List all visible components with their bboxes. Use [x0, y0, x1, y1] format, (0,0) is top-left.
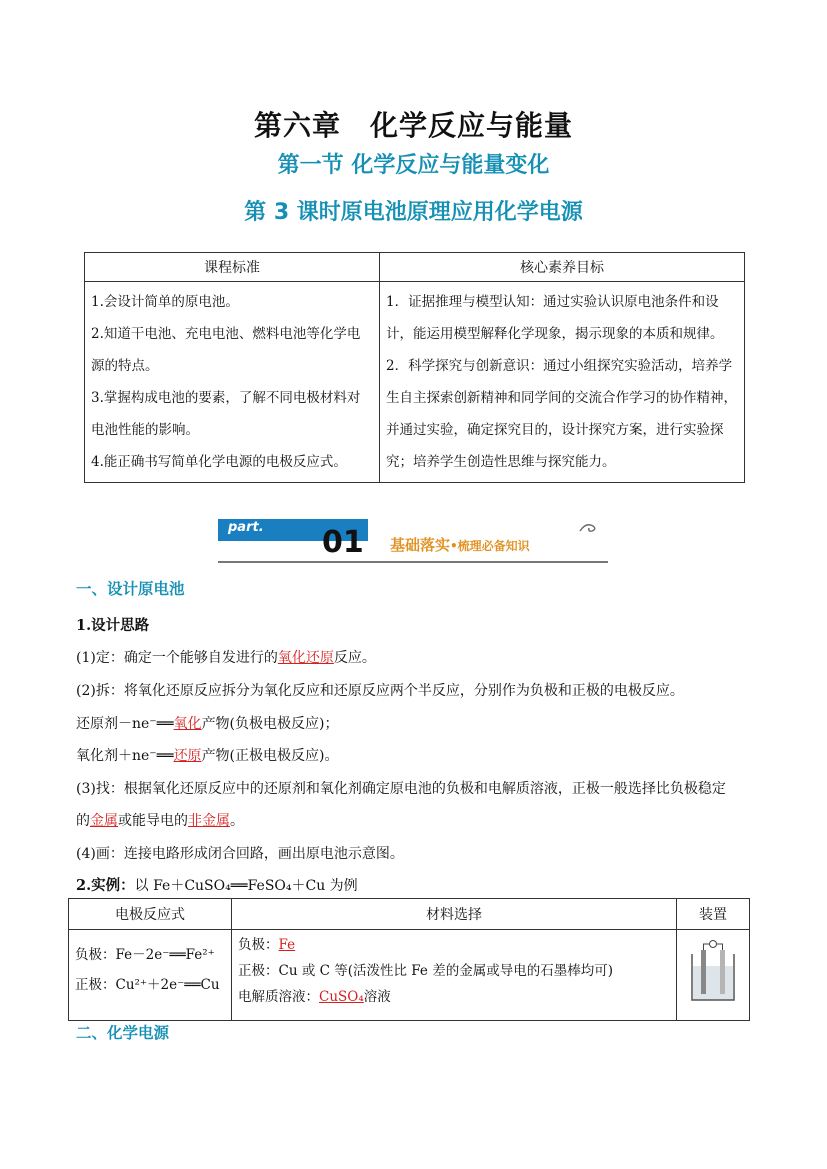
banner-part-label: part.: [228, 520, 264, 535]
core-goal-item: 2．科学探究与创新意识：通过小组探究实验活动，培养学生自主探索创新精神和同学间的交流合作学习的协作精神，并通过实验，确定探究目的，设计探究方案，进行实验探究；培养学生创造性思维与探究能力。: [386, 358, 737, 470]
galvanic-cell-diagram: [688, 938, 738, 1004]
cu-electrode: [720, 950, 725, 994]
part-banner: [218, 517, 608, 567]
banner-subtitle: •梳理必备知识: [450, 539, 530, 553]
lesson-title: 第 3 课时原电池原理应用化学电源: [244, 200, 583, 225]
example-header-device: 装置: [677, 899, 750, 930]
section2-heading: 二、化学电源: [76, 1024, 170, 1042]
answer-redox: 氧化还原: [277, 650, 334, 666]
course-standard-item: 2.知道干电池、充电电池、燃料电池等化学电源的特点。: [91, 326, 361, 374]
mat-neg-label: 负极：: [238, 937, 279, 953]
pos-half-text: 氧化剂＋ne⁻══: [76, 748, 174, 764]
mat-sol-label: 电解质溶液：: [238, 989, 319, 1005]
section1-heading: 一、设计原电池: [76, 580, 185, 598]
material-negative: [238, 932, 670, 958]
core-goal-item: 1．证据推理与模型认知：通过实验认识原电池条件和设计，能运用模型解释化学现象，揭示现象的本质和规律。: [386, 294, 724, 342]
answer-nonmetal: 非金属: [188, 813, 230, 829]
electrode-cell: [69, 930, 232, 1021]
neg-half-end: 产物(负极电极反应)；: [201, 716, 339, 732]
ammeter-icon: [710, 940, 717, 947]
standards-header-core: 核心素养目标: [380, 253, 745, 282]
answer-metal: 金属: [90, 813, 118, 829]
example-table: [68, 898, 750, 1021]
pos-half-end: 产物(正极电极反应)。: [201, 748, 339, 764]
step-split: (2)拆：将氧化还原反应拆分为氧化反应和还原反应两个半反应，分别作为负极和正极的电极反应。: [76, 683, 684, 699]
banner-underline: [218, 561, 608, 563]
device-cell: [677, 930, 750, 1021]
step-define-end: 反应。: [333, 650, 376, 666]
step-draw: (4)画：连接电路形成闭合回路，画出原电池示意图。: [76, 846, 404, 862]
standards-header-course: 课程标准: [85, 253, 380, 282]
step-define: [76, 647, 376, 667]
banner-title-main: 基础落实: [390, 536, 451, 554]
course-standard-item: 4.能正确书写简单化学电源的电极反应式。: [91, 454, 347, 470]
swirl-icon: [578, 521, 600, 535]
fe-electrode: [701, 950, 706, 994]
step-find: (3)找：根据氧化还原反应中的还原剂和氧化剂确定原电池的负极和电解质溶液，正极一般选择比负极稳定: [76, 781, 726, 797]
positive-half-reaction: [76, 745, 339, 765]
step-define-text: (1)定：确定一个能够自发进行的: [76, 650, 278, 666]
example-heading: [76, 874, 358, 895]
step-find-cont: [76, 810, 244, 830]
section1-subheading: 1.设计思路: [76, 617, 150, 634]
answer-reduction: 还原: [173, 748, 202, 764]
banner-title: [390, 534, 530, 555]
material-cell: [232, 930, 677, 1021]
electrolyte-solution: [693, 966, 733, 1000]
negative-electrode-eq: 负极：Fe－2e⁻══Fe²⁺: [75, 947, 215, 963]
positive-electrode-eq: 正极：Cu²⁺＋2e⁻══Cu: [75, 977, 220, 993]
answer-oxidation: 氧化: [173, 716, 202, 732]
course-standard-item: 3.掌握构成电池的要素，了解不同电极材料对电池性能的影响。: [91, 390, 361, 438]
find-cont-mid: 或能导电的: [118, 813, 188, 829]
course-standard-item: 1.会设计简单的原电池。: [91, 294, 239, 310]
material-electrolyte: [238, 984, 670, 1010]
course-standards-cell: [85, 282, 380, 483]
answer-fe: Fe: [278, 937, 296, 953]
answer-cuso4: CuSO₄: [319, 989, 364, 1005]
negative-half-reaction: [76, 713, 339, 733]
example-header-material: 材料选择: [232, 899, 677, 930]
material-positive: 正极：Cu 或 C 等(活泼性比 Fe 差的金属或导电的石墨棒均可): [238, 963, 613, 979]
core-goals-cell: [380, 282, 745, 483]
chapter-title: 第六章 化学反应与能量: [253, 109, 573, 142]
banner-number: 01: [322, 525, 364, 560]
example-header-electrode: 电极反应式: [69, 899, 232, 930]
find-cont-pre: 的: [76, 813, 90, 829]
find-cont-end: 。: [230, 813, 244, 829]
example-label: 2.实例：: [76, 877, 135, 894]
neg-half-text: 还原剂－ne⁻══: [76, 716, 174, 732]
mat-sol-end: 溶液: [363, 989, 391, 1005]
standards-table: [84, 252, 745, 483]
section-title: 第一节 化学反应与能量变化: [277, 153, 550, 178]
example-text: 以 Fe＋CuSO₄══FeSO₄＋Cu 为例: [134, 878, 358, 894]
